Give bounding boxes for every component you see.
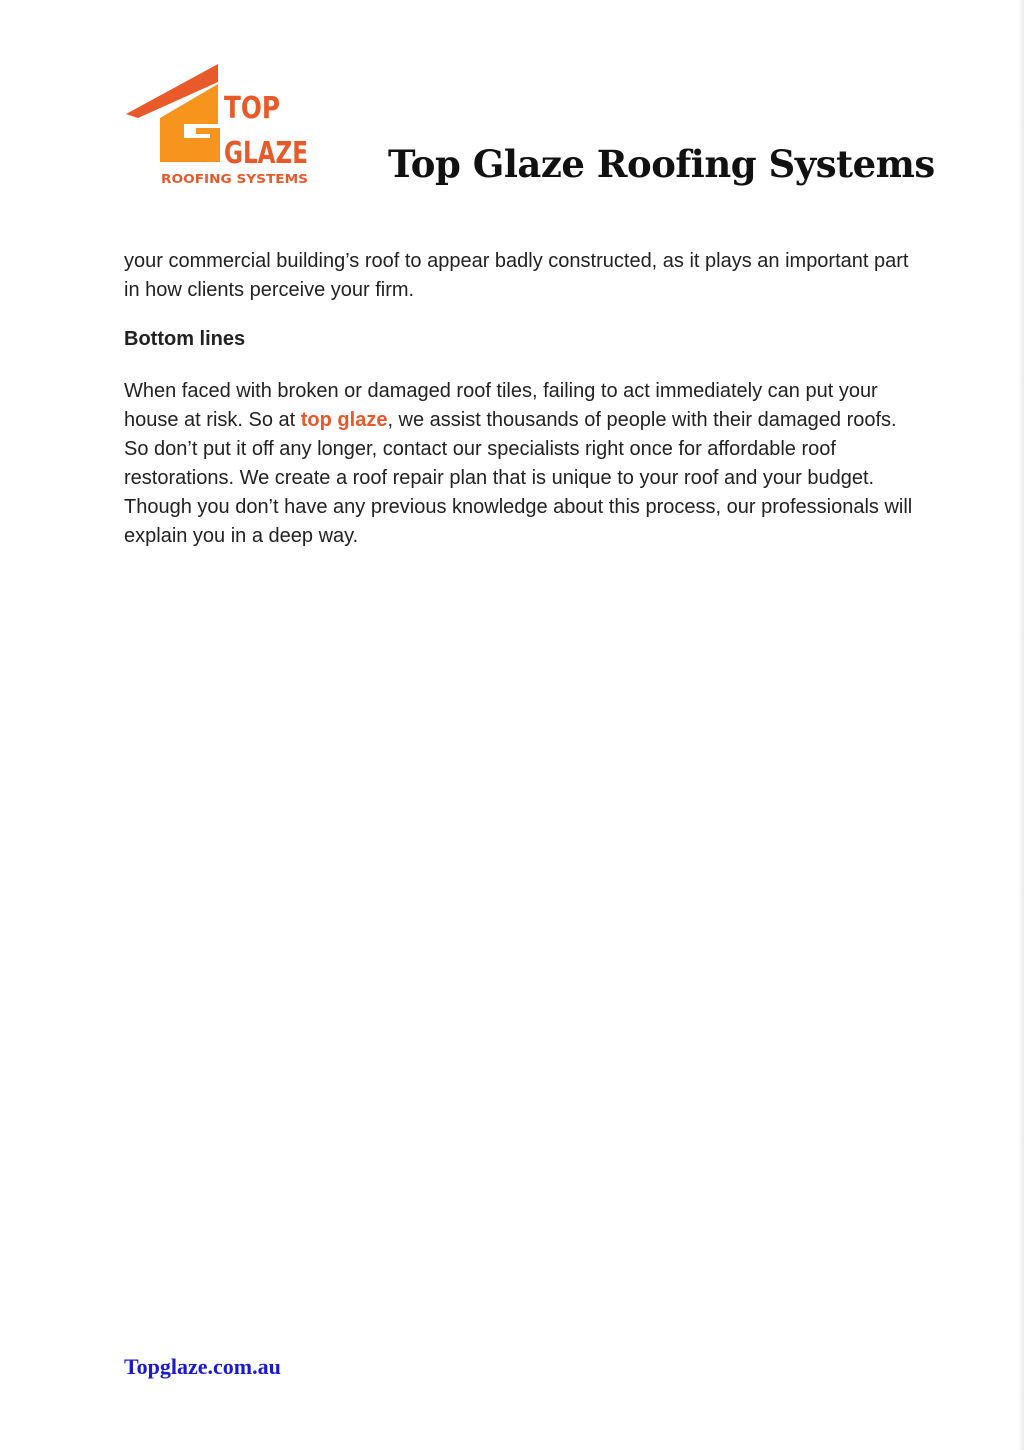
company-logo [124,62,314,188]
logo-word-glaze: GLAZE [224,136,308,171]
paragraph-text-after-link: , we assist thousands of people with their damaged roofs. So don’t put it off any longer, contact our specialists right once for affordable roof restorations. We create a roof repair plan that is unique to your roof and your budget. Though you don’t have any previous knowledge about this process, our professionals will explain you in a deep way. [124,409,913,547]
page-edge-shadow [1018,0,1024,1450]
logo-graphic [124,62,314,188]
intro-paragraph: your commercial building’s roof to appear badly constructed, as it plays an important part in how clients perceive your firm. [124,250,909,301]
body-paragraph [124,377,914,551]
top-glaze-link[interactable]: top glaze [300,409,388,431]
footer-website-link[interactable]: Topglaze.com.au [124,1354,281,1379]
paragraph-text-before-link: When faced with broken or damaged roof tiles, failing to act immediately can put your house at risk. So at [124,380,878,431]
page-title: Top Glaze Roofing Systems [388,142,935,186]
section-heading: Bottom lines [124,328,246,350]
logo-word-top: TOP [224,91,280,126]
logo-tagline: ROOFING SYSTEMS [161,172,308,186]
